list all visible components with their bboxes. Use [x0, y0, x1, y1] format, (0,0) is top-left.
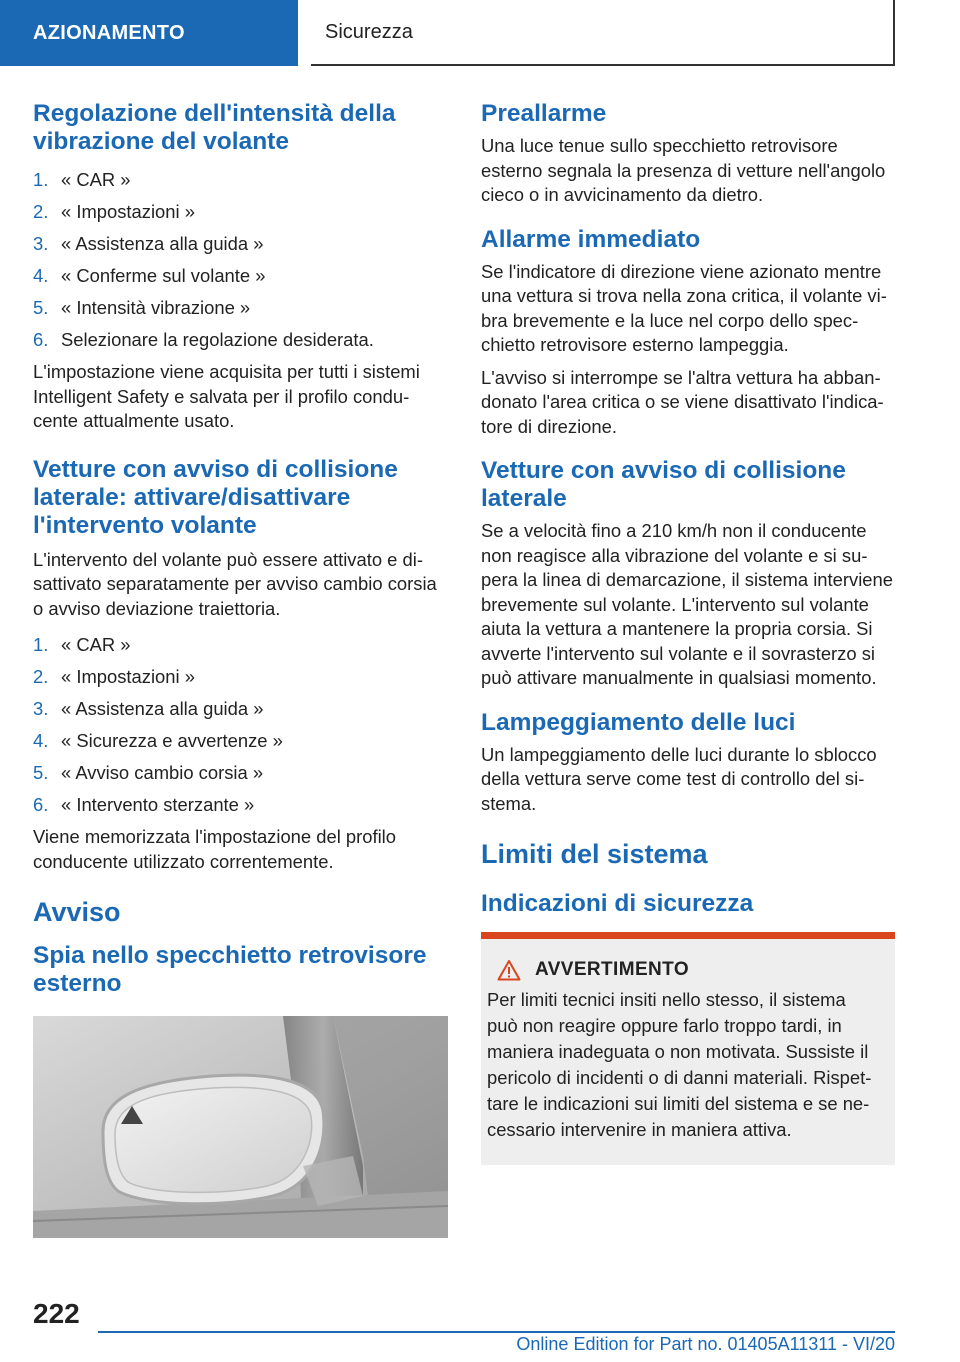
step-number: 5.: [33, 297, 49, 318]
warning-header: [497, 959, 877, 981]
paragraph-profile: Viene memorizzata l'impostazione del profilo conducente utilizzato correntemente.: [33, 826, 396, 872]
step-text: « Assistenza alla guida »: [61, 698, 264, 719]
warning-box: [481, 932, 895, 1165]
list-item: [33, 196, 448, 228]
step-text: « Sicurezza e avvertenze »: [61, 730, 283, 751]
heading-spia: Spia nello specchietto retrovisore esterno: [33, 942, 427, 997]
step-number: 5.: [33, 762, 49, 783]
step-text: « Intensità vibrazione »: [61, 297, 251, 318]
step-text: « Impostazioni »: [61, 201, 195, 222]
left-column: [33, 100, 448, 1238]
list-item: [33, 757, 448, 789]
page-number: 222: [33, 1298, 80, 1329]
step-text: « CAR »: [61, 634, 131, 655]
list-item: [33, 693, 448, 725]
heading-collision-toggle: Vetture con avviso di collisione laterale: attivare/disattivare l'intervento volante: [33, 455, 398, 539]
list-item: [33, 789, 448, 821]
list-item: [33, 661, 448, 693]
heading-limiti: Limiti del sistema: [481, 839, 708, 869]
heading-vibration: Regolazione dell'intensità della vibrazione del volante: [33, 100, 396, 155]
list-item: [33, 629, 448, 661]
step-text: Selezionare la regolazione desiderata.: [61, 329, 374, 350]
heading-preallarme: Preallarme: [481, 100, 607, 127]
warning-title: AVVERTIMENTO: [535, 959, 689, 980]
heading-indicazioni: Indicazioni di sicurezza: [481, 890, 754, 917]
paragraph-collisione: Se a velocità fino a 210 km/h non il conducente non reagisce alla vibrazione del volante e si supera la linea di demarcazione, il sistema interviene brevemente sul volante. L'intervento sul volante aiuta la vettura a mantenere la propria corsia. Si avverte l'intervento sul volante e il sovrasterzo si può attivare manualmente in qualsiasi momento.: [481, 520, 893, 688]
side-mirror-image: [33, 1016, 448, 1238]
paragraph-lampeggio: Un lampeggiamento delle luci durante lo sblocco della vettura serve come test di controllo del sistema.: [481, 743, 877, 814]
step-number: 4.: [33, 730, 49, 751]
list-item: [33, 324, 448, 356]
step-text: « Conferme sul volante »: [61, 265, 266, 286]
chapter-tab: [0, 0, 298, 66]
step-text: « Impostazioni »: [61, 666, 195, 687]
step-number: 4.: [33, 265, 49, 286]
paragraph-vibration: L'impostazione viene acquisita per tutti i sistemi Intelligent Safety e salvata per il profilo conducente attualmente usato.: [33, 361, 420, 431]
paragraph-allarme-2: L'avviso si interrompe se l'altra vettura ha abbandonato l'area critica o se viene disattivato l'indicatore di direzione.: [481, 366, 884, 437]
list-item: [33, 164, 448, 196]
step-text: « Avviso cambio corsia »: [61, 762, 264, 783]
step-text: « CAR »: [61, 169, 131, 190]
warning-text: Per limiti tecnici insiti nello stesso, il sistema può non reagire oppure farlo troppo tardi, in maniera inadeguata o non motivata. Sussiste il pericolo di incidenti o di danni materiali. Rispettare le indicazioni sui limiti del sistema e se necessario intervenire in maniera attiva.: [487, 989, 872, 1140]
heading-avviso: Avviso: [33, 897, 121, 927]
paragraph-preallarme: Una luce tenue sullo specchietto retrovisore esterno segnala la presenza di vetture nell'angolo cieco o in avvicinamento da dietro.: [481, 135, 886, 205]
steps-vibration: [33, 164, 448, 356]
heading-collisione: Vetture con avviso di collisione laterale: [481, 457, 846, 512]
list-item: [33, 725, 448, 757]
steps-collision: [33, 629, 448, 821]
list-item: [33, 260, 448, 292]
list-item: [33, 292, 448, 324]
right-column: [481, 100, 895, 1165]
footer-divider: [98, 1331, 895, 1333]
step-number: 6.: [33, 329, 49, 350]
step-text: « Assistenza alla guida »: [61, 233, 264, 254]
warning-triangle-icon: [497, 959, 521, 981]
step-number: 2.: [33, 201, 49, 222]
step-number: 1.: [33, 634, 49, 655]
step-text: « Intervento sterzante »: [61, 794, 255, 815]
list-item: [33, 228, 448, 260]
step-number: 1.: [33, 169, 49, 190]
step-number: 6.: [33, 794, 49, 815]
footer-edition: Online Edition for Part no. 01405A11311 - VI/20: [516, 1334, 895, 1354]
paragraph-collision-toggle: L'intervento del volante può essere attivato e disattivato separatamente per avviso cambio corsia o avviso deviazione traiettoria.: [33, 548, 437, 619]
heading-lampeggio: Lampeggiamento delle luci: [481, 708, 796, 736]
heading-allarme: Allarme immediato: [481, 225, 701, 253]
step-number: 3.: [33, 698, 49, 719]
chapter-title: AZIONAMENTO: [33, 21, 185, 44]
step-number: 3.: [33, 233, 49, 254]
step-number: 2.: [33, 666, 49, 687]
section-header: [311, 0, 895, 66]
paragraph-allarme-1: Se l'indicatore di direzione viene azionato mentre una vettura si trova nella zona critica, il volante vibra brevemente e la luce nel corpo dello specchietto retrovisore esterno lampeggia.: [481, 260, 887, 355]
section-title: Sicurezza: [325, 20, 413, 43]
